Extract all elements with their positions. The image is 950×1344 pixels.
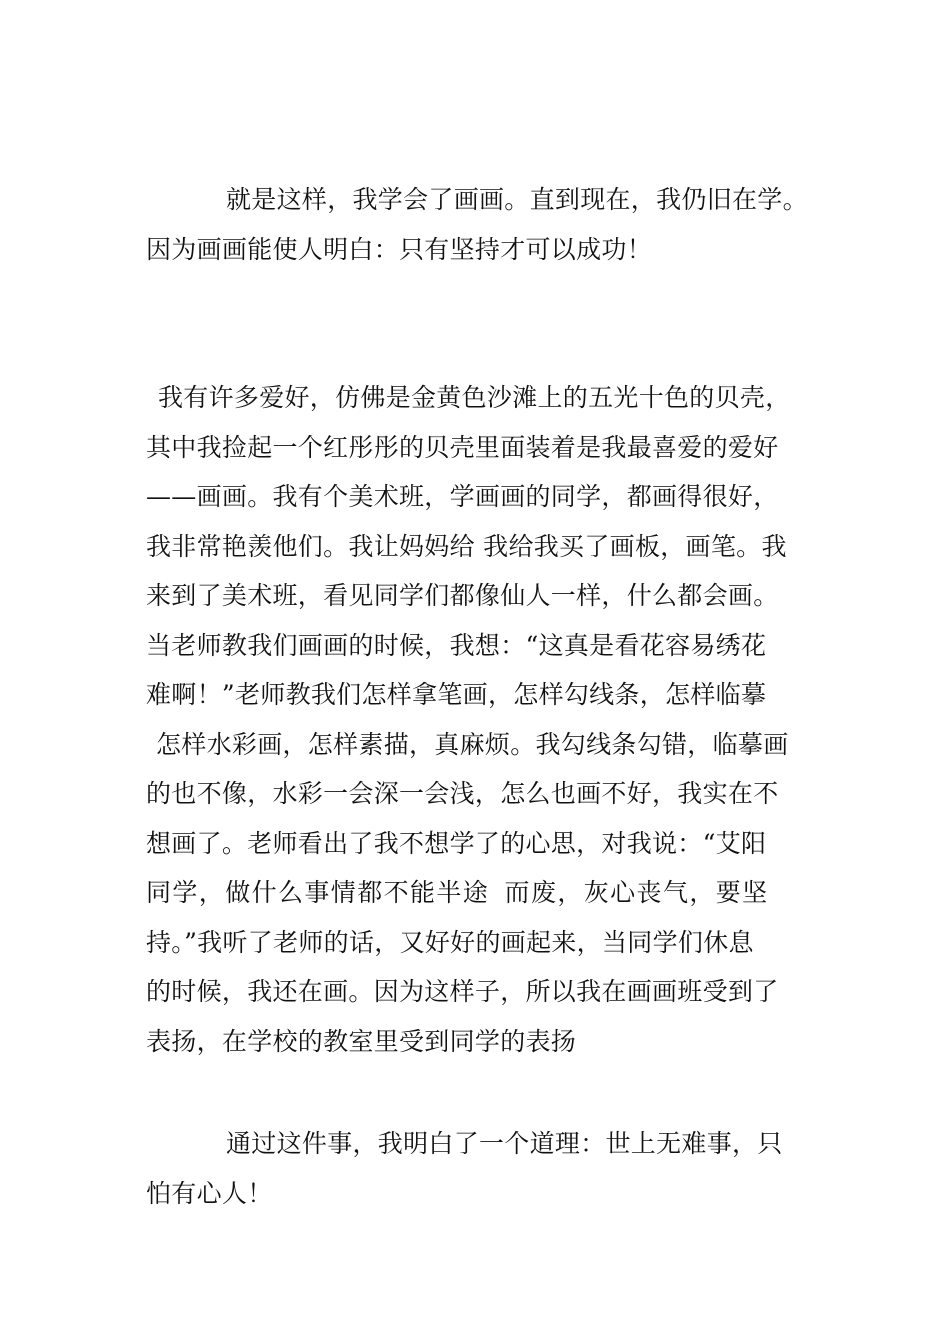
text-line: 怕有心人！ bbox=[146, 1178, 273, 1208]
text-line: 当老师教我们画画的时候，我想：“这真是看花容易绣花 bbox=[146, 630, 767, 660]
text-line: 同学，做什么事情都不能半途 而废，灰心丧气，要坚 bbox=[146, 878, 769, 907]
text-line: 来到了美术班，看见同学们都像仙人一样，什么都会画。 bbox=[146, 581, 779, 610]
text-line: 的时候，我还在画。因为这样子，所以我在画画班受到了 bbox=[146, 977, 779, 1006]
paragraph-story bbox=[146, 373, 791, 1066]
text-line: 表扬，在学校的教室里受到同学的表扬 bbox=[146, 1026, 577, 1056]
text-line: 其中我捡起一个红彤彤的贝壳里面装着是我最喜爱的爱好 bbox=[146, 432, 779, 462]
text-line: 怎样水彩画，怎样素描，真麻烦。我勾线条勾错，临摹画 bbox=[156, 729, 789, 759]
text-line: 持。”我听了老师的话，又好好的画起来，当同学们休息 bbox=[146, 927, 754, 957]
text-line: 就是这样，我学会了画画。直到现在，我仍旧在学。 bbox=[226, 185, 808, 214]
text-line: 的也不像，水彩一会深一会浅，怎么也画不好，我实在不 bbox=[146, 779, 779, 808]
text-line: 难啊！”老师教我们怎样拿笔画，怎样勾线条，怎样临摹 bbox=[146, 680, 767, 709]
text-line: ——画画。我有个美术班，学画画的同学，都画得很好， bbox=[146, 482, 779, 511]
text-line: 通过这件事，我明白了一个道理：世上无难事，只 bbox=[226, 1129, 783, 1158]
paragraph-conclusion bbox=[146, 175, 808, 274]
text-line: 想画了。老师看出了我不想学了的心思，对我说：“艾阳 bbox=[146, 828, 767, 858]
text-line: 我非常艳羡他们。我让妈妈给 我给我买了画板，画笔。我 bbox=[146, 531, 787, 561]
text-line: 我有许多爱好，仿佛是金黄色沙滩上的五光十色的贝壳， bbox=[158, 383, 791, 412]
text-line: 因为画画能使人明白：只有坚持才可以成功！ bbox=[146, 234, 653, 264]
paragraph-moral bbox=[146, 1119, 783, 1218]
